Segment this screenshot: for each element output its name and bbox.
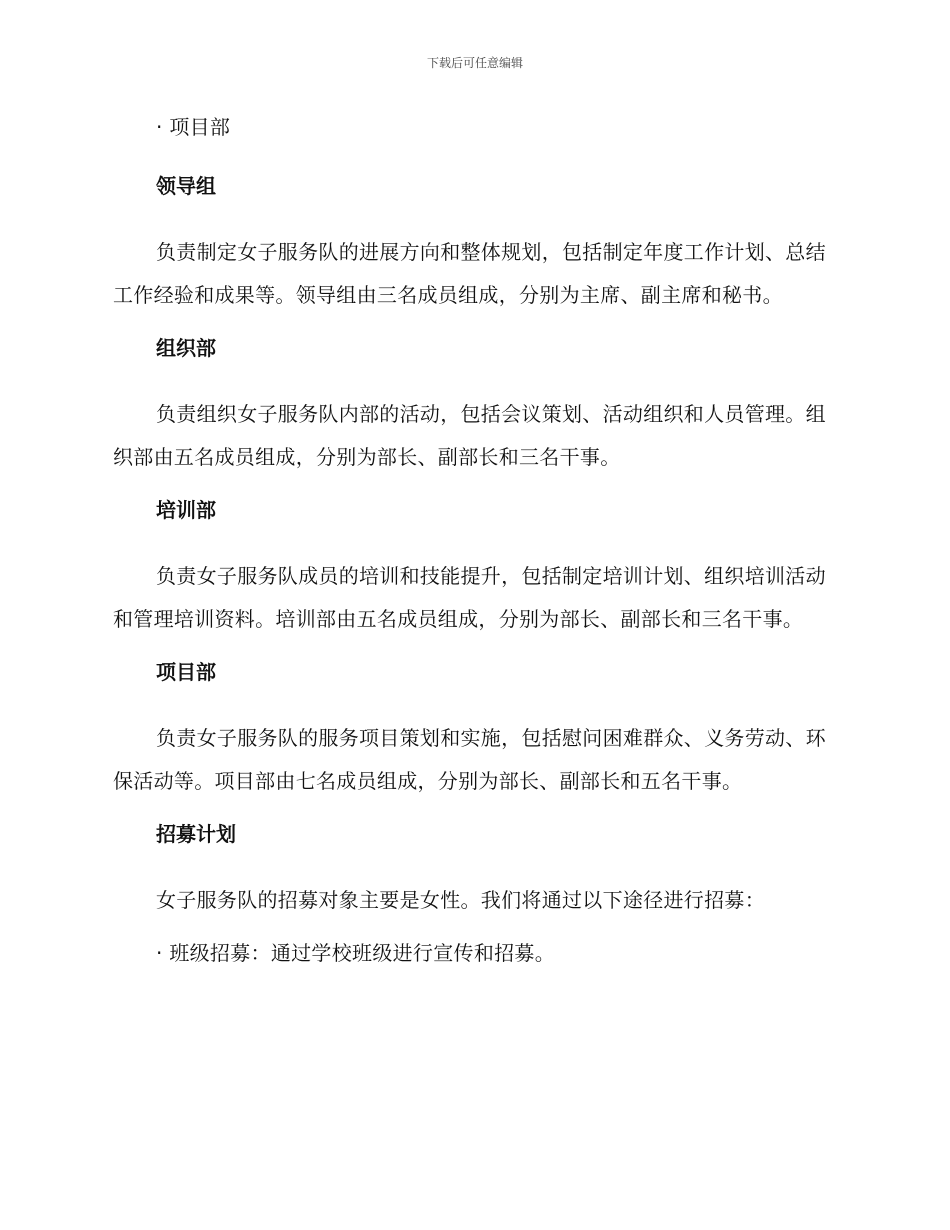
- paragraph-leadership-group: 负责制定女子服务队的进展方向和整体规划，包括制定年度工作计划、总结工作经验和成果等。领导组由三名成员组成，分别为主席、副主席和秘书。: [113, 240, 826, 307]
- page-header: 下载后可任意编辑: [426, 56, 523, 70]
- document-body: [113, 112, 833, 997]
- heading-project-dept: 项目部: [156, 660, 216, 684]
- paragraph-recruitment-intro: 女子服务队的招募对象主要是女性。我们将通过以下途径进行招募：: [156, 888, 765, 912]
- heading-organization-dept: 组织部: [156, 336, 216, 360]
- bullet-class-recruitment: · 班级招募：通过学校班级进行宣传和招募。: [156, 941, 556, 965]
- paragraph-project-dept: 负责女子服务队的服务项目策划和实施，包括慰问困难群众、义务劳动、环保活动等。项目部由七名成员组成，分别为部长、副部长和五名干事。: [113, 726, 826, 793]
- heading-training-dept: 培训部: [156, 498, 216, 522]
- bullet-project-dept: · 项目部: [156, 115, 231, 139]
- heading-leadership-group: 领导组: [156, 174, 216, 198]
- paragraph-training-dept: 负责女子服务队成员的培训和技能提升，包括制定培训计划、组织培训活动和管理培训资料。培训部由五名成员组成，分别为部长、副部长和三名干事。: [113, 564, 826, 631]
- paragraph-organization-dept: 负责组织女子服务队内部的活动，包括会议策划、活动组织和人员管理。组织部由五名成员组成，分别为部长、副部长和三名干事。: [113, 402, 826, 469]
- heading-recruitment-plan: 招募计划: [156, 822, 236, 846]
